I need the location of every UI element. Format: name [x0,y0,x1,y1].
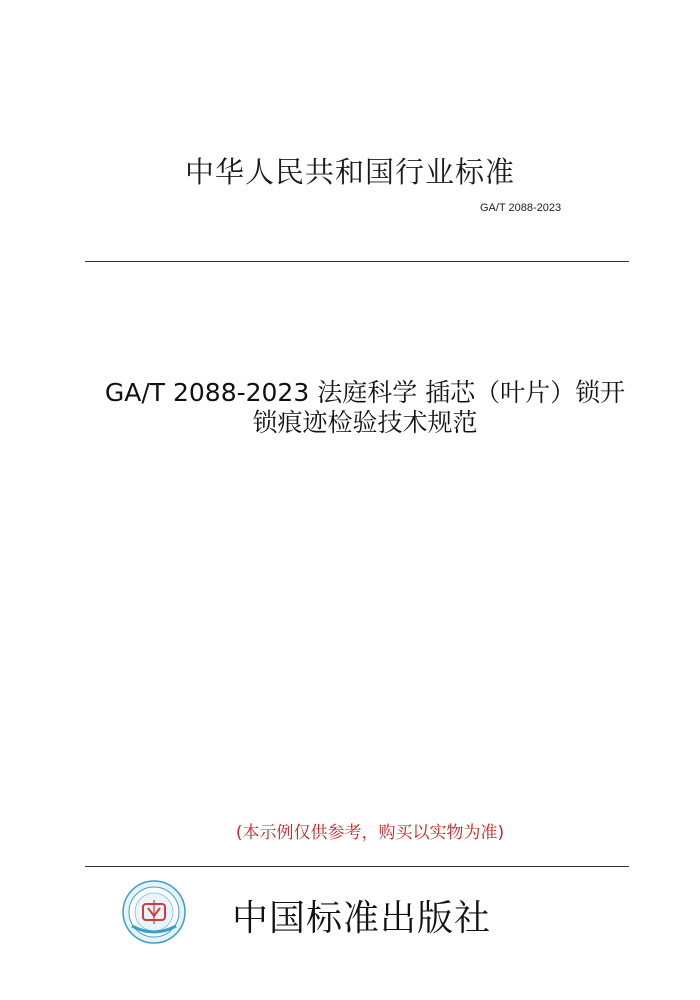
top-divider [85,261,629,262]
publisher-seal-icon [122,880,186,944]
document-title [40,378,690,438]
document-title-line-1: GA/T 2088-2023 法庭科学 插芯（叶片）锁开 [104,378,626,407]
sample-notice: (本示例仅供参考，购买以实物为准) [235,823,505,843]
standard-code: GA/T 2088-2023 [480,202,562,214]
header-title: 中华人民共和国行业标准 [184,155,515,189]
publisher-name: 中国标准出版社 [232,898,492,939]
bottom-divider [85,866,629,867]
publisher-row [120,876,600,948]
document-title-line-2: 锁痕迹检验技术规范 [252,408,478,437]
